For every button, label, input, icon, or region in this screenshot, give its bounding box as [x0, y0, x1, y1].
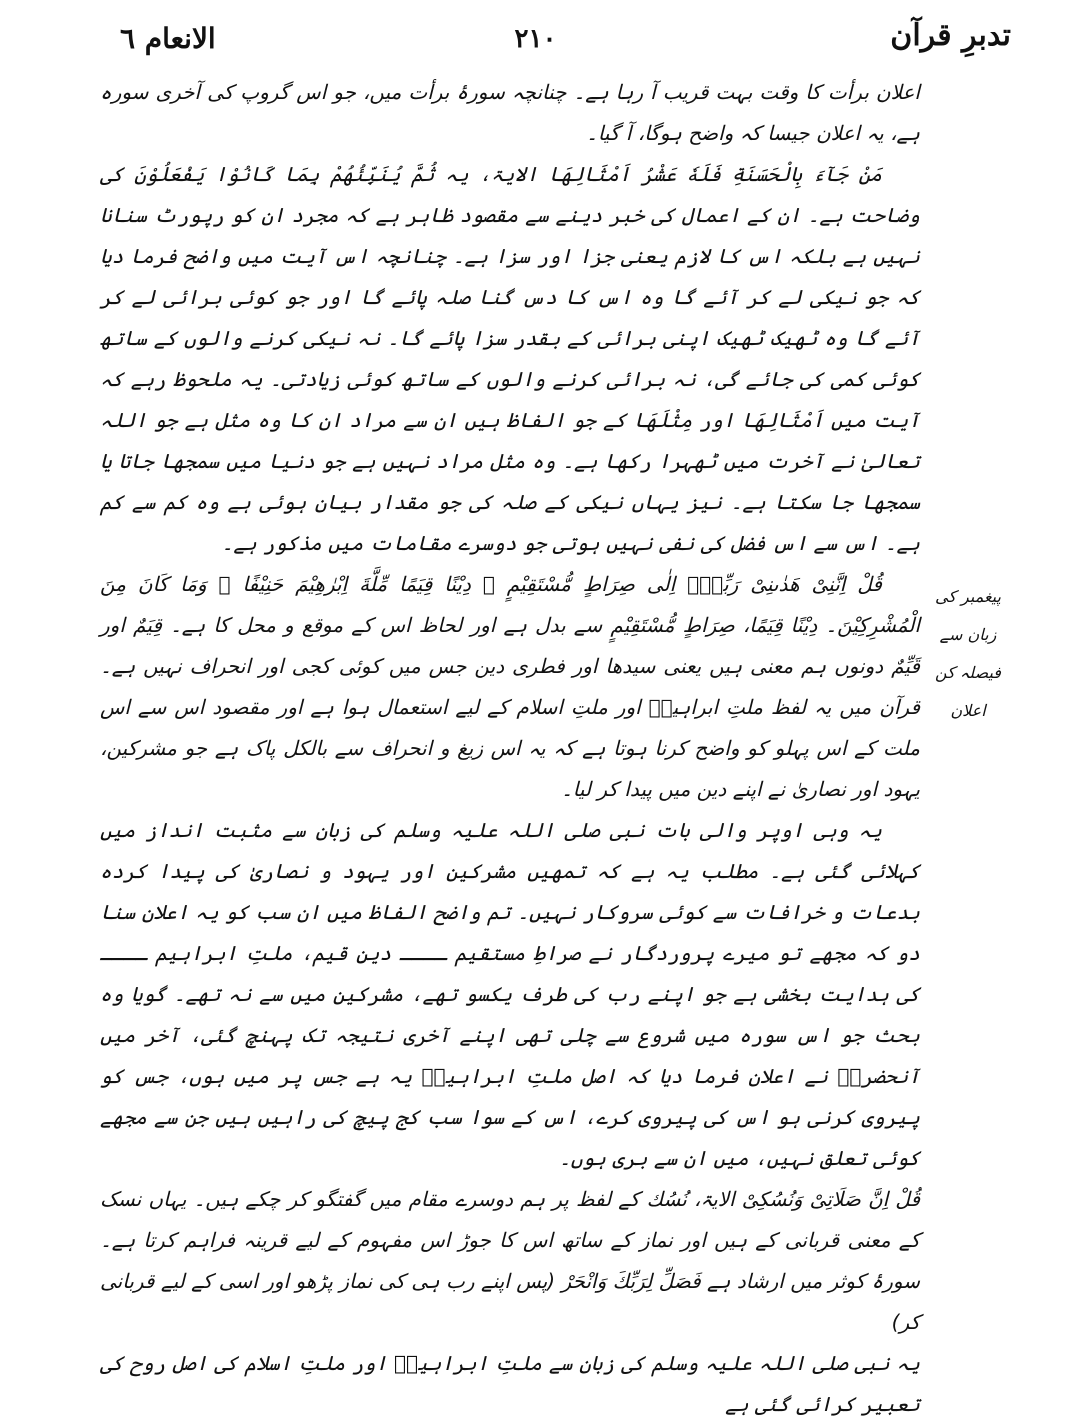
book-title: تدبرِ قرآن [890, 18, 1011, 53]
margin-note [918, 578, 1018, 730]
paragraph-closing: یہ نبی صلی اللہ علیہ وسلم کی زبان سے ملتِ ابراہیمؑ اور ملتِ اسلام کی اصل روح کی تعبیر کرائی گئی ہے [100, 1351, 920, 1416]
page-number: ۲۱۰ [514, 24, 557, 54]
margin-note-line: اعلان [950, 701, 986, 720]
body-text [100, 72, 920, 1425]
paragraph-intro: اعلان برأت کا وقت بہت قریب آ رہا ہے۔ چنانچہ سورۂ برأت میں، جو اس گروپ کی آخری سورہ ہے، یہ اعلان جیسا کہ واضح ہوگا، آ گیا۔ [100, 80, 920, 145]
margin-note-line: پیغمبر کی [935, 587, 1001, 606]
paragraph-commentary-declaration: یہ وہی اوپر والی بات نبی صلی اللہ علیہ وسلم کی زبان سے مثبت انداز میں کہلائی گئی ہے۔ مطلب یہ ہے کہ تمھیں مشرکین اور یہود و نصاریٰ کی پیدا کردہ بدعات و خرافات سے کوئی سروکار نہیں۔ تم واضح الفاظ میں ان سب کو یہ اعلان سنا دو کہ مجھے تو میرے پروردگار نے صراطِ مستقیم ــــ دینِ قیم، ملتِ ابراہیم ــــ کی ہدایت بخشی ہے جو اپنے رب کی طرف یکسو تھے، مشرکین میں سے نہ تھے۔ گویا وہ بحث جو اس سورہ میں شروع سے چلی تھی اپنے آخری نتیجہ تک پہنچ گئی، آخر میں آنحضرتؐ نے اعلان فرما دیا کہ اصل ملتِ ابراہیمؑ یہ ہے جس پر میں ہوں، جس کو پیروی کرنی ہو اس کی پیروی کرے، اس کے سوا سب کج پیچ کی راہیں ہیں جن سے مجھے کوئی تعلق نہیں، میں ان سے بری ہوں۔ [100, 818, 920, 1170]
paragraph-verse-salati: قُلْ اِنَّ صَلَاتِیْ وَنُسُكِیْ الایۃ، نُسُك کے لفظ پر ہم دوسرے مقام میں گفتگو کر چکے ہیں۔ یہاں نسک کے معنی قربانی کے ہیں اور نماز کے ساتھ اس کا جوڑ اس مفہوم کے لیے قرینہ فراہم کرتا ہے۔ سورۂ کوثر میں ارشاد ہے فَصَلِّ لِرَبِّكَ وَانْحَرْ (پس اپنے رب ہی کی نماز پڑھو اور اسی کے لیے قربانی کر) [100, 1187, 920, 1334]
paragraph-verse-deen-qayyim: قُلْ اِنَّنِیْ هَدٰىنِیْ رَبِّیْۤ اِلٰى صِرَاطٍ مُّسْتَقِیْمٍ ۚ دِیْنًا قِیَمًا مِّلَّةَ اِبْرٰهِیْمَ حَنِیْفًا ۚ وَمَا كَانَ مِنَ الْمُشْرِكِیْنَ۔ دِیْنًا قِیَمًا، صِرَاطٍ مُّسْتَقِیْمٍ سے بدل ہے اور لحاظ اس کے موقع و محل کا ہے۔ قِیَمٌ اور قَیِّمٌ دونوں ہم معنی ہیں یعنی سیدھا اور فطری دین جس میں کوئی کجی اور انحراف نہیں ہے۔ قرآن میں یہ لفظ ملتِ ابراہیمؑ اور ملتِ اسلام کے لیے استعمال ہوا ہے اور مقصود اس سے اس ملت کے اس پہلو کو واضح کرنا ہوتا ہے کہ یہ اس زیغ و انحراف سے بالکل پاک ہے جو مشرکین، یہود اور نصاریٰ نے اپنے دین میں پیدا کر لیا۔ [100, 572, 920, 801]
surah-name: الانعام ٦ [120, 22, 216, 55]
margin-note-line: فیصلہ کن [935, 663, 1001, 682]
margin-note-line: زبان سے [939, 625, 997, 644]
paragraph-commentary-reward: مَنْ جَآءَ بِالْحَسَنَةِ فَلَهٗ عَشْرُ اَمْثَالِهَا الایۃ، یہ ثُمَّ یُنَبِّئُهُمْ بِمَا كَانُوْا یَفْعَلُوْنَ کی وضاحت ہے۔ ان کے اعمال کی خبر دینے سے مقصود ظاہر ہے کہ مجرد ان کو رپورٹ سنانا نہیں ہے بلکہ اس کا لازم یعنی جزا اور سزا ہے۔ چنانچہ اس آیت میں واضح فرما دیا کہ جو نیکی لے کر آئے گا وہ اس کا دس گنا صلہ پائے گا اور جو کوئی برائی لے کر آئے گا وہ ٹھیک ٹھیک اپنی برائی کے بقدر سزا پائے گا۔ نہ نیکی کرنے والوں کے ساتھ کوئی کمی کی جائے گی، نہ برائی کرنے والوں کے ساتھ کوئی زیادتی۔ یہ ملحوظ رہے کہ آیت میں اَمْثَالِهَا اور مِثْلَهَا کے جو الفاظ ہیں ان سے مراد ان کا وہ مثل ہے جو اللہ تعالیٰ نے آخرت میں ٹھہرا رکھا ہے۔ وہ مثل مراد نہیں ہے جو دنیا میں سمجھا جاتا یا سمجھا جا سکتا ہے۔ نیز یہاں نیکی کے صلہ کی جو مقدار بیان ہوئی ہے وہ کم سے کم ہے۔ اس سے اس فضل کی نفی نہیں ہوتی جو دوسرے مقامات میں مذکور ہے۔ [100, 162, 920, 555]
page-header [60, 18, 1011, 62]
